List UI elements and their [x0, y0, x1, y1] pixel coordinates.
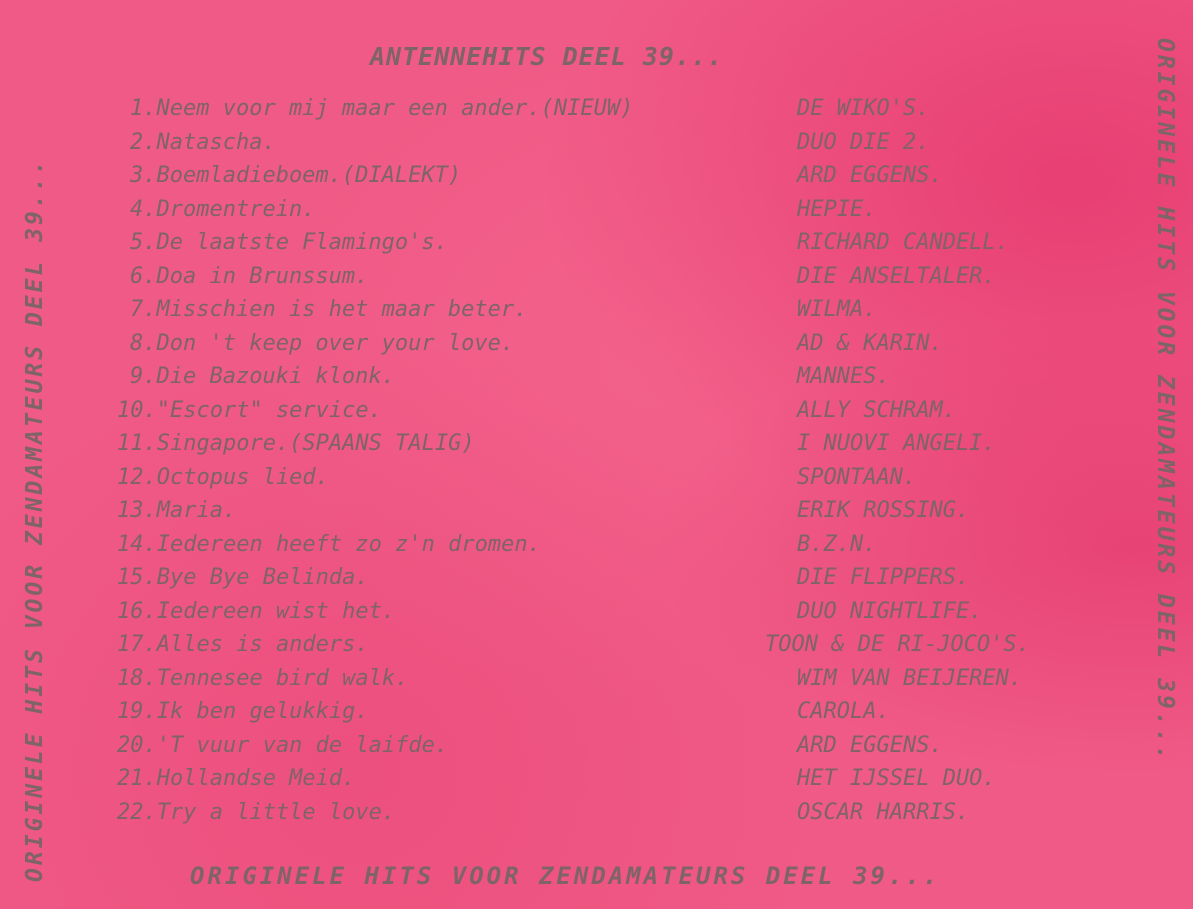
track-row [0, 431, 1193, 465]
track-row [0, 666, 1193, 700]
track-title: 20.'T vuur van de laifde. [117, 732, 449, 758]
track-row [0, 465, 1193, 499]
track-row [0, 565, 1193, 599]
track-row [0, 733, 1193, 767]
track-row [0, 364, 1193, 398]
track-title: 14.Iedereen heeft zo z'n dromen. [117, 531, 541, 557]
track-artist: DIE ANSELTALER. [797, 263, 996, 289]
track-row [0, 800, 1193, 834]
track-title: 16.Iedereen wist het. [117, 598, 396, 624]
track-artist: ERIK ROSSING. [797, 498, 970, 523]
track-artist: DUO DIE 2. [797, 129, 930, 155]
track-title: 19.Ik ben gelukkig. [117, 699, 369, 724]
track-artist: AD & KARIN. [797, 330, 943, 356]
track-list [0, 96, 1193, 833]
track-title: 4.Dromentrein. [130, 196, 316, 222]
track-title: 18.Tennesee bird walk. [117, 665, 409, 691]
track-row [0, 498, 1193, 532]
track-artist: OSCAR HARRIS. [797, 799, 970, 825]
track-row [0, 398, 1193, 432]
cover-footer: ORIGINELE HITS VOOR ZENDAMATEURS DEEL 39... [190, 862, 941, 890]
track-artist: B.Z.N. [797, 531, 877, 557]
track-artist: TOON & DE RI-JOCO'S. [765, 632, 1030, 657]
track-title: 3.Boemladieboem.(DIALEKT) [130, 163, 462, 188]
track-title: 11.Singapore.(SPAANS TALIG) [117, 431, 475, 456]
track-artist: DIE FLIPPERS. [797, 565, 970, 590]
track-title: 12.Octopus lied. [117, 464, 329, 490]
track-artist: SPONTAAN. [797, 464, 917, 490]
track-row [0, 297, 1193, 331]
track-row [0, 599, 1193, 633]
track-artist: ALLY SCHRAM. [797, 397, 956, 423]
track-artist: WIM VAN BEIJEREN. [797, 665, 1023, 691]
track-title: 8.Don 't keep over your love. [130, 330, 515, 356]
track-row [0, 331, 1193, 365]
track-row [0, 699, 1193, 733]
track-row [0, 632, 1193, 666]
track-title: 1.Neem voor mij maar een ander.(NIEUW) [130, 96, 634, 121]
track-title: 9.Die Bazouki klonk. [130, 364, 395, 389]
track-row [0, 130, 1193, 164]
track-title: 15.Bye Bye Belinda. [117, 565, 369, 590]
track-artist: DE WIKO'S. [797, 96, 930, 121]
track-row [0, 197, 1193, 231]
track-row [0, 264, 1193, 298]
track-title: 13.Maria. [117, 498, 237, 523]
track-artist: ARD EGGENS. [797, 163, 943, 188]
track-artist: WILMA. [797, 297, 877, 322]
spine-text-right: ORIGINELE HITS VOOR ZENDAMATEURS DEEL 39... [1152, 38, 1178, 763]
track-artist: DUO NIGHTLIFE. [797, 598, 983, 624]
track-title: 22.Try a little love. [117, 799, 396, 825]
track-row [0, 532, 1193, 566]
track-artist: HET IJSSEL DUO. [797, 766, 996, 791]
track-row [0, 230, 1193, 264]
track-artist: MANNES. [797, 364, 890, 389]
track-artist: HEPIE. [797, 196, 877, 222]
track-title: 6.Doa in Brunssum. [130, 263, 369, 289]
track-artist: RICHARD CANDELL. [797, 230, 1009, 255]
cover-title: ANTENNEHITS DEEL 39... [370, 42, 724, 71]
track-title: 7.Misschien is het maar beter. [130, 297, 528, 322]
track-artist: I NUOVI ANGELI. [797, 431, 996, 456]
track-row [0, 96, 1193, 130]
track-title: 21.Hollandse Meid. [117, 766, 356, 791]
track-title: 10."Escort" service. [117, 397, 382, 423]
track-artist: CAROLA. [797, 699, 890, 724]
track-title: 2.Natascha. [130, 129, 276, 155]
track-row [0, 766, 1193, 800]
track-artist: ARD EGGENS. [797, 732, 943, 758]
track-row [0, 163, 1193, 197]
track-title: 5.De laatste Flamingo's. [130, 230, 448, 255]
track-title: 17.Alles is anders. [117, 632, 369, 657]
spine-text-left: ORIGINELE HITS VOOR ZENDAMATEURS DEEL 39... [22, 157, 48, 882]
